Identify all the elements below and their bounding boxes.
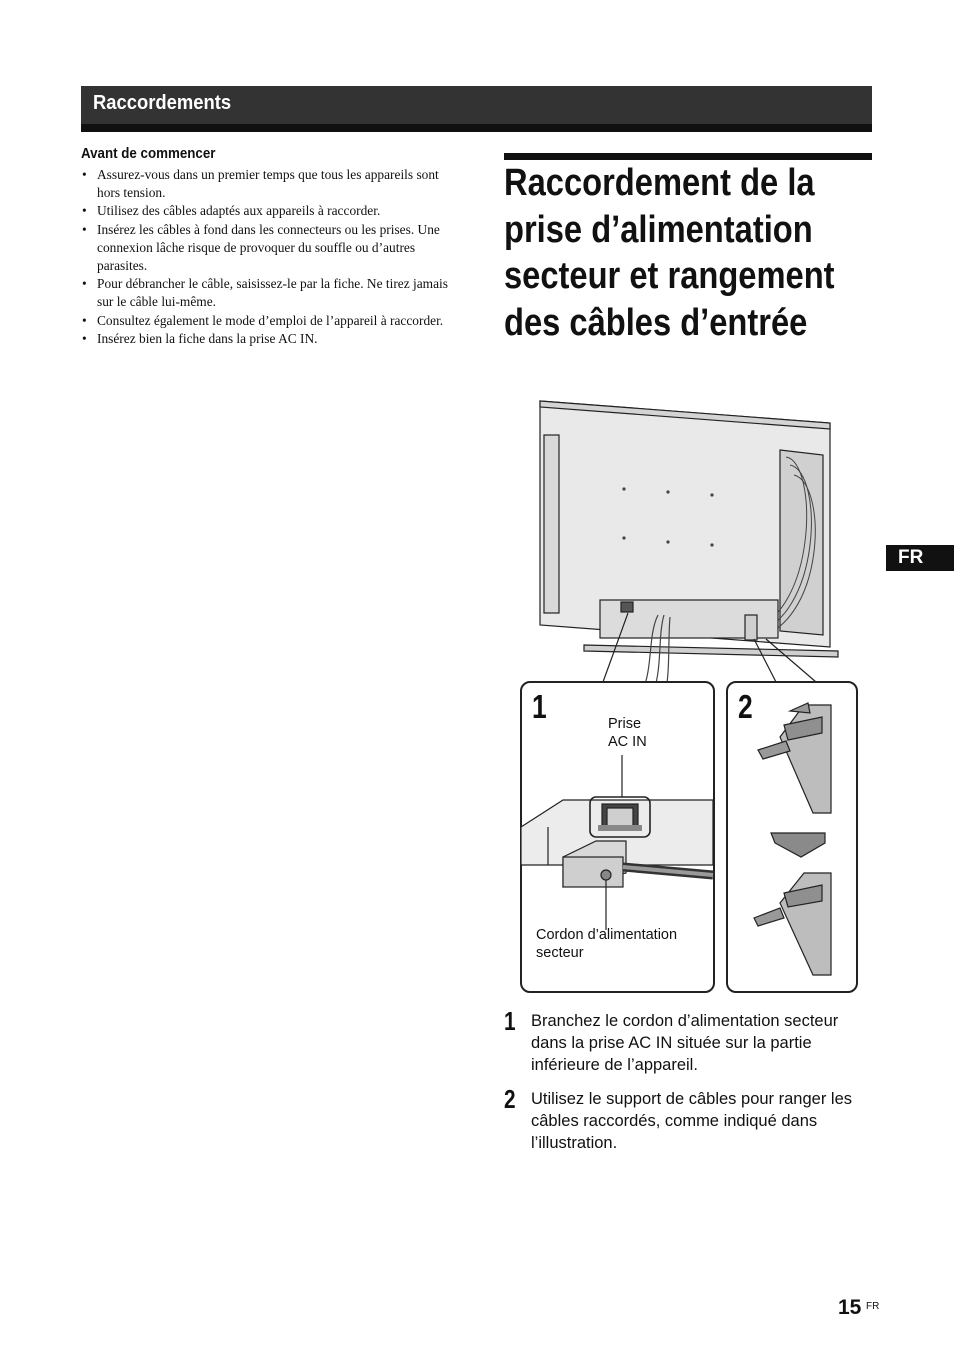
panel-1-number: 1 [532, 688, 547, 725]
list-item: • Assurez-vous dans un premier temps que tous les appareils sont hors tension. [81, 166, 451, 202]
title-line-3: secteur et rangement [504, 255, 835, 297]
language-tab: FR [886, 545, 954, 571]
panel-2-number: 2 [738, 688, 753, 725]
step-1 [504, 1006, 874, 1076]
step-number: 2 [504, 1084, 516, 1114]
label-power-cord [536, 927, 677, 962]
section-title: Raccordements [93, 92, 232, 114]
tv-connection-illustration [518, 395, 863, 995]
step-2 [504, 1084, 874, 1154]
page-title [504, 160, 835, 346]
label-cordon: Cordon d’alimentation [536, 927, 678, 943]
subheading-before-start: Avant de commencer [81, 146, 216, 162]
precautions-list [81, 166, 451, 348]
label-secteur: secteur [536, 944, 584, 961]
title-line-2: prise d’alimentation [504, 208, 813, 251]
step-text: Branchez le cordon d’alimentation secteur dans la prise AC IN située sur la partie inférieure de l’appareil. [531, 1012, 839, 1074]
page-number: 15 [838, 1296, 862, 1319]
illustration-drawing [518, 395, 863, 995]
title-rule [504, 153, 872, 160]
list-item: • Consultez également le mode d’emploi de l’appareil à raccorder. [81, 312, 451, 330]
list-item: • Insérez les câbles à fond dans les connecteurs ou les prises. Une connexion lâche risque de provoquer du souffle ou d’autres parasites. [81, 221, 451, 276]
title-line-1: Raccordement de la [504, 162, 815, 204]
list-item: • Pour débrancher le câble, saisissez-le par la fiche. Ne tirez jamais sur le câble lui-même. [81, 275, 451, 311]
page-number-suffix: FR [866, 1301, 880, 1312]
list-item: • Insérez bien la fiche dans la prise AC IN. [81, 330, 451, 348]
tv-rear-view [540, 401, 838, 690]
left-column [81, 146, 451, 348]
step-number: 1 [504, 1006, 516, 1036]
section-header-bar [81, 86, 872, 132]
label-ac-in-socket [608, 716, 647, 751]
step-text: Utilisez le support de câbles pour ranger les câbles raccordés, comme indiqué dans l’illustration. [531, 1090, 853, 1152]
label-prise: Prise [608, 716, 642, 732]
list-item: • Utilisez des câbles adaptés aux appareils à raccorder. [81, 202, 451, 220]
label-ac-in: AC IN [608, 733, 647, 750]
title-line-4: des câbles d’entrée [504, 301, 808, 344]
